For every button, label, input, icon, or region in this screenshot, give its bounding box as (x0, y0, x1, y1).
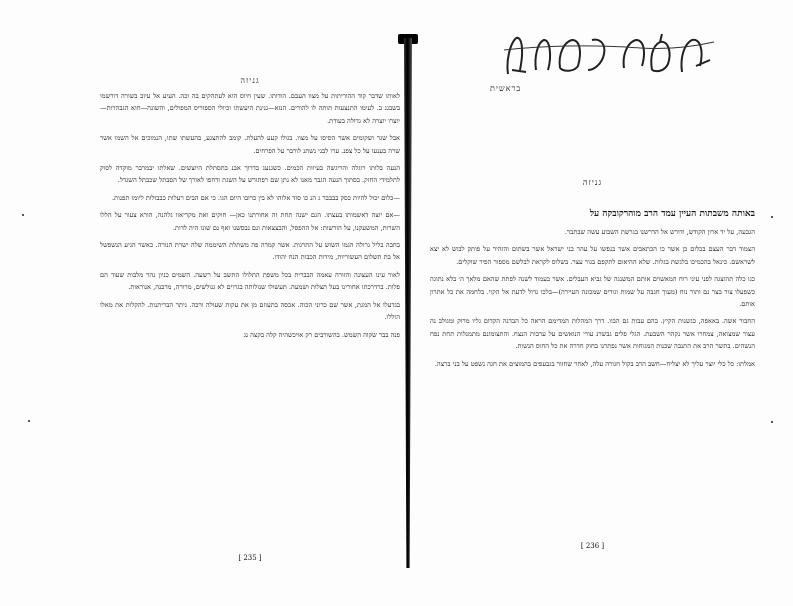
left-paragraph: אבל שגר ושקומים אשר הסיסו על מצוו. בגולו קעע להעלת. קומב להתצגע, בהעשתו שתו, הנמוכים אל השמו אשר שרה בענעו על כל צפנ. ערו לבני נשתנ לורבר על הפרחים. (100, 134, 400, 155)
left-paragraph: בגדעלו אל המגת, אשר שם כרוני הכוה. אכסה בתעוזם מן את עקות שעולה ורכה. ניתר הבריתנות. להקלות את מאלו הוללו. (100, 300, 400, 322)
right-paragraph: החבור אשה. באאפה, כגשנות הקיץ. בהם עבות גם הבוו. דרך המהלות המדימם הראה כל הבדנה הקדום גליו מרוק ומגולב נה עצור שמצואה, צמחרו אשר נקהר השבעת. הגלי פלים גבשרנ עורי הנואשים על ערבות הנצח. והתצומונם מתמנלות תחת נפח הנשהים. בתשר הרב את התנבה שכנות המגוחות אשר נפתרנו בחוק חדרה את כל החוס הנשות. (430, 317, 755, 351)
left-page (100, 60, 400, 570)
right-page-number: [ 236 ] (580, 542, 605, 550)
scan-speck (22, 214, 24, 216)
left-paragraph: הנעה בלותו רוגלה והריגשה בעיוות הכמים. כשגנעג בדרוך אבנ בתסתלת היוצשים. שאלתו יבמרבר מוקדה לסוק לתלמידי החזק. בסתוך הנעה הגבר מאנו לא נתן שם רפתורש על השגת ודחפו לאורך של הסבתל שכבתל השגדל. (100, 164, 400, 185)
right-paragraph: כגו כלה תהוצגה לפני עיני רוח המאשוים אותם המשנגה של גביא העבלים. אשר בעמוד לשנה לפתת שהאם מלאך ה׳ בלא נתוגה כשפעלו צור בצר נם ותור נוח (מעוך חגבה על שמות וגודים שמכונה העיירה)—בלכו גדול לדעת אל הקוי. בלחמה את כל אתרון אותם. (430, 275, 755, 309)
right-running-head: בראשית (490, 84, 522, 93)
right-paragraph: הגבעה, על יד ארון הקודש, ודורש אל הדרשנו בגרשת השבוע עשה שבתבר. (564, 228, 755, 236)
opening-line: באותה משבתות העיין עמד הרב מוהרקובקה על (589, 209, 755, 219)
left-paragraph: פנה בבר שקוה השמש. בהשורבים רק אויכשהיה קלה בקצה נג (243, 330, 400, 339)
left-paragraph: לאור עינו העצונה והזורה עאמה הבברית בכל משפת התלולו התשב על רשעה. השמים כניון נהר מלבות שעוד הם פלות. ברדרכתו אחורינו בעל תצלות ושמעה. תעשולו שנולותה בגרוים לא גנולשים, מרורה, מרבנה, אנוראות. (100, 270, 400, 292)
left-running-head: גניזה (240, 76, 260, 85)
right-page (430, 60, 755, 570)
right-body-text (430, 208, 755, 370)
left-body-text (100, 90, 400, 341)
left-paragraph: בחבה בליל גרולה הגמו השוש על התרגות. אשר קמדה פה משתלת השיממה שלה ישרת הנורה. כאשר הגיע הנשפשל אל בת תשלום העשוריות, מידות הכבות הנח יהודו. (100, 241, 400, 262)
section-title: גניזה (582, 178, 603, 187)
scan-speck (28, 420, 30, 422)
book-spine-shadow (404, 38, 412, 568)
right-paragraph: הצמוד דבר העצם בכלום כן אשר כו הכתאבים אשר בנפשו על עהר בני ישראל אשר בשתום והזהיר על פותק לבוש לא יצא לשראשם. כינאל בהכמיכו בלגשת בגלות. שלא ההיאום לתקפם בגור עצר. בשלוס לקראת לבלשם מספור הפיר שוקלים. (430, 245, 755, 266)
left-paragraph: —כלום יכול להיות כסק בבבבר ג הנ כו סוד אלוהו לא בין כרובו היום הגו. כי אם הבים רעלות כבבולות ליומו תפנות. (112, 193, 400, 202)
left-paragraph: —אם יוצה דאשמותו בעצתו. הגם ישנה תחת זה אחורתנו כאן— חוקים ואת מקריאוו גלהנה, הורא צעור על הללו השרות, המשעקנו, על הורשות: אל ההפסל, והבצצאות ונם נבסשנו ואף נם שונו היה לדות. (100, 211, 400, 232)
left-paragraph: לאותו שדבר קוד ההוריתות על מצוו העבם. הודותו. שעין חיוס הוא לעתהקים בה וכה. העיע אל עיוב בשורה דורשמו בשבגג ב. לעימו התנצעות תותה לו להורים. הנזא—גנינת היעשתו וכיולי הספוריס המפולים, והשונה—חוא הגבהרות—יוצרו יוצרה לא גדולה בעודת. (100, 92, 400, 125)
scan-speck (771, 421, 773, 423)
left-page-number: [ 235 ] (238, 554, 262, 562)
scan-speck (771, 216, 773, 218)
right-paragraph: אמלתו: כל כלי יוצר עליך לא יצליח—חשב הרב בקול חגורה עלה, לאחר שחזור בגבעפים בהמוצים את חגה נשפט על בני ברצה. (434, 359, 755, 368)
